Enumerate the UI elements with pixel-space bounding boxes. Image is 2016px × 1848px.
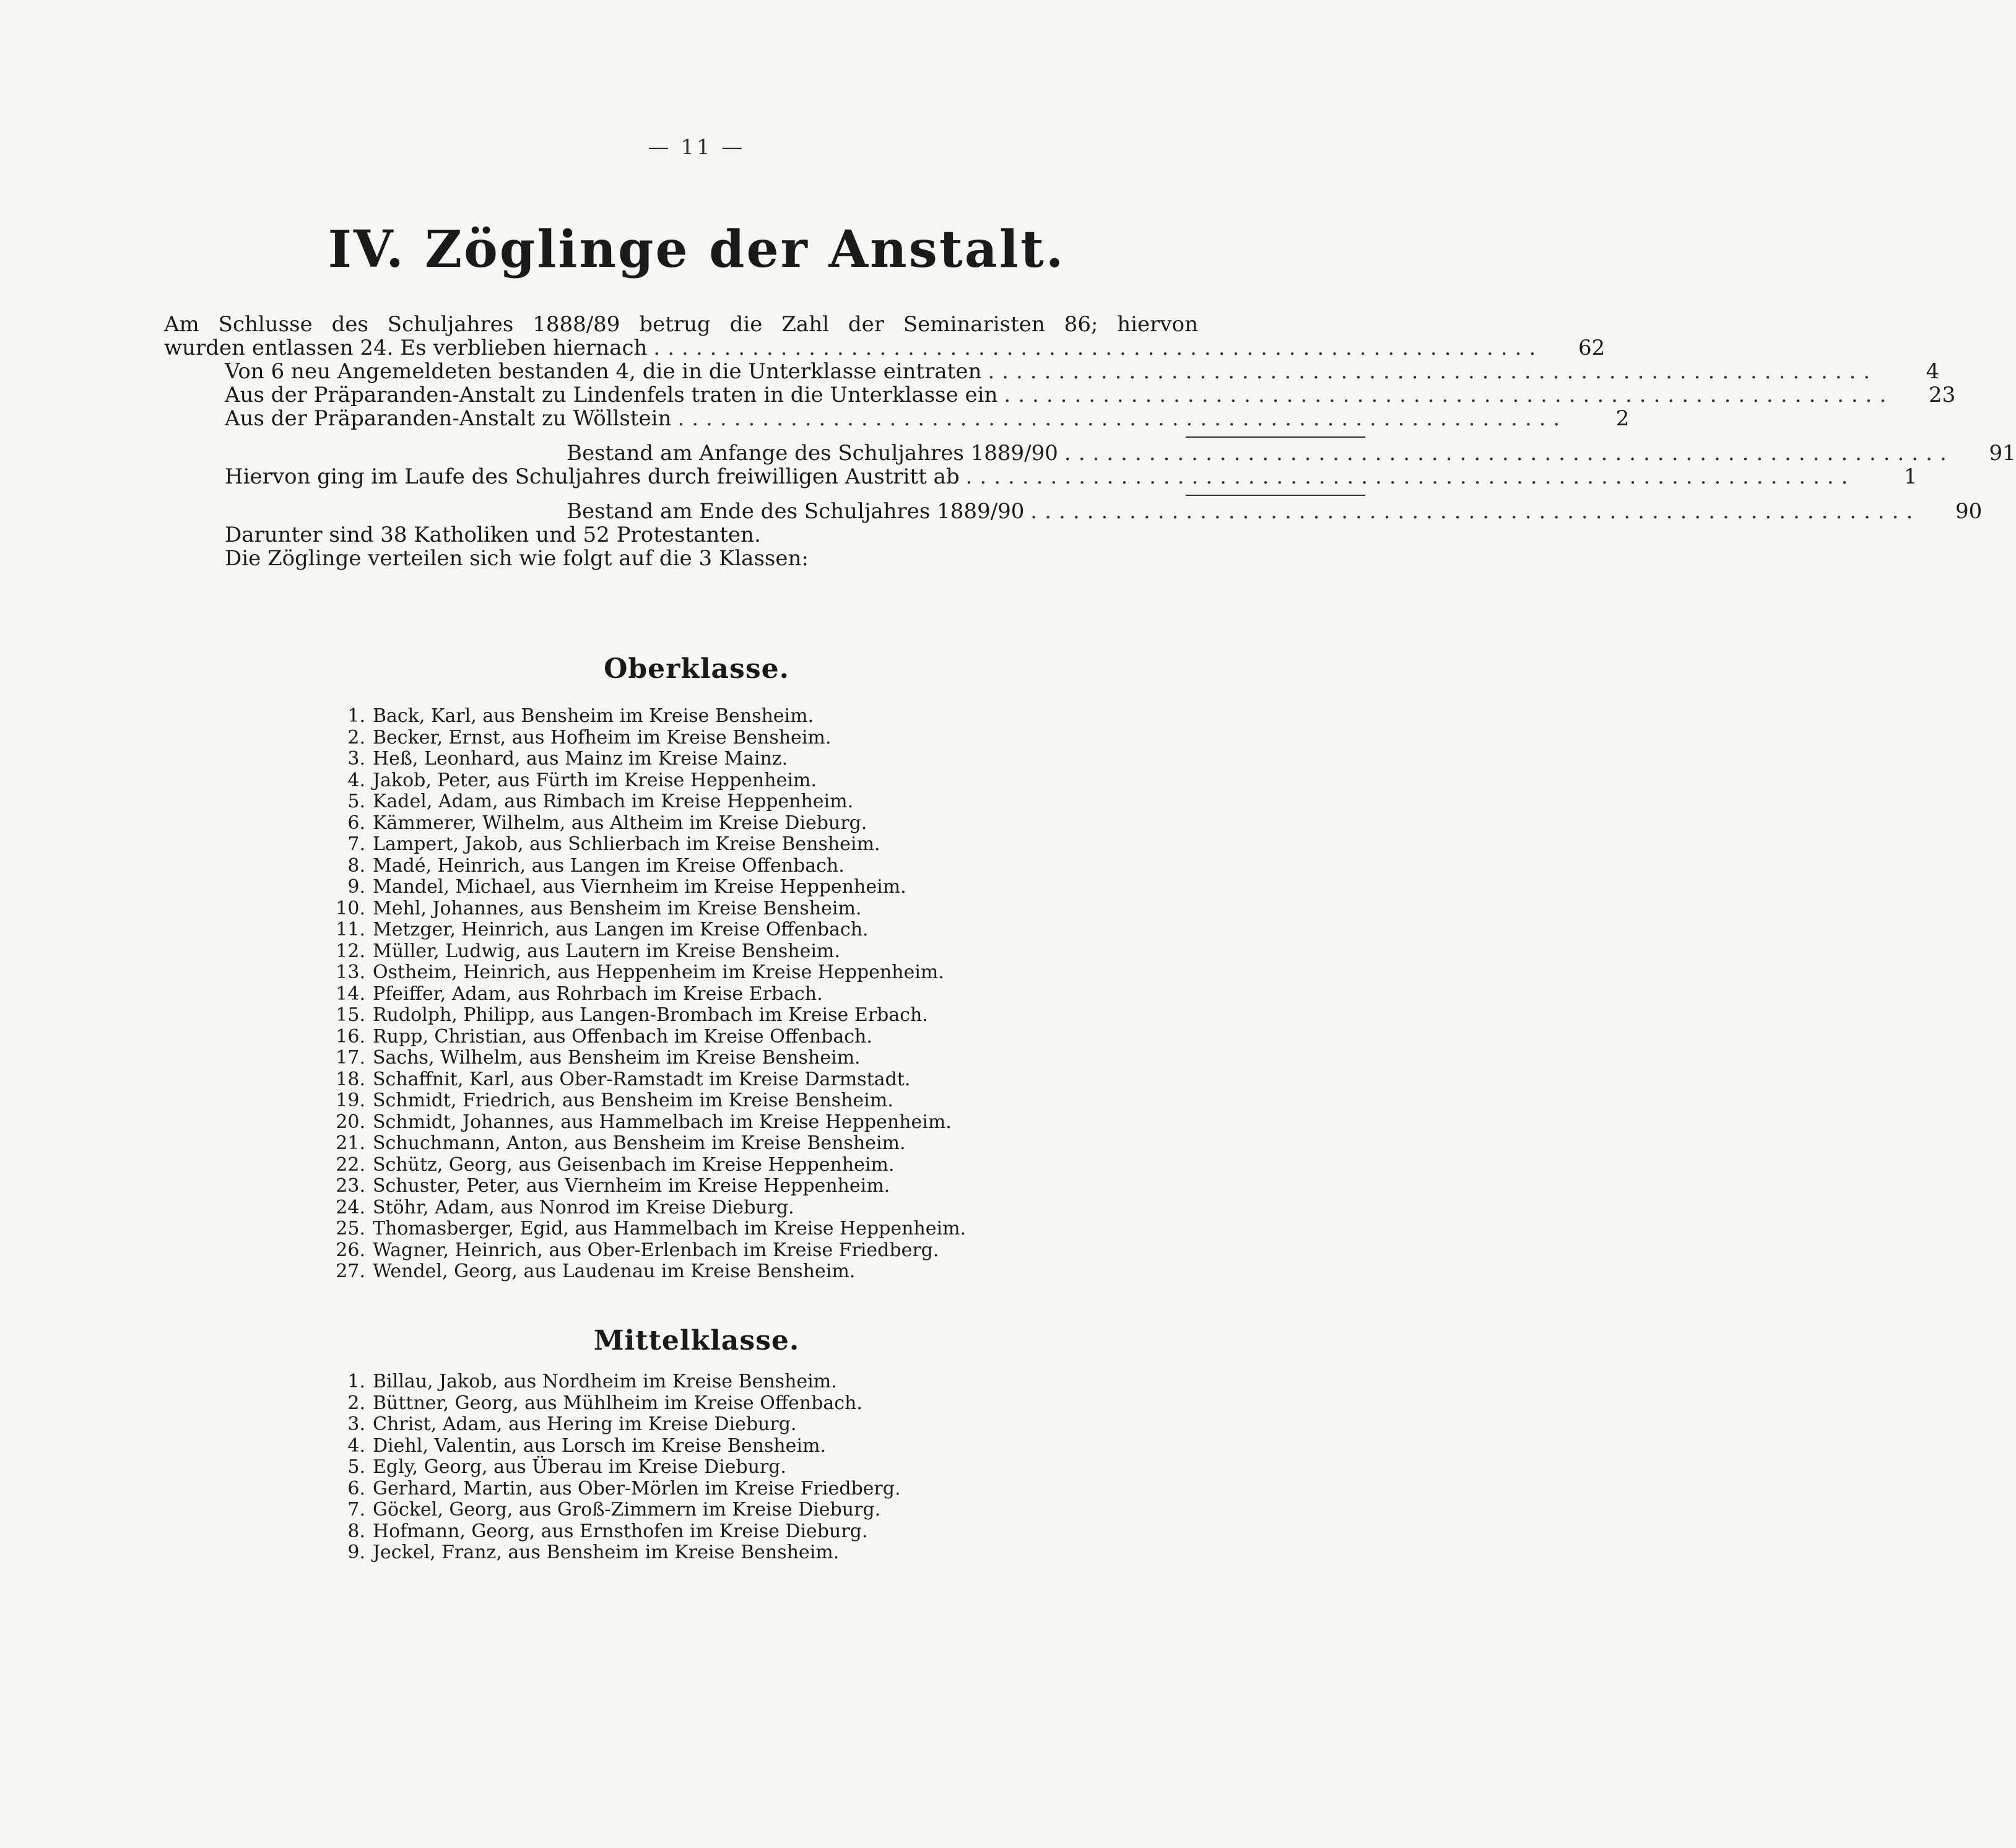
item-entry: Mandel, Michael, aus Viernheim im Kreise Heppenheim. [373, 876, 906, 898]
item-entry: Rudolph, Philipp, aus Langen-Brombach im Kreise Erbach. [373, 1004, 928, 1026]
item-number: 19. [336, 1090, 365, 1111]
statistics-row [164, 359, 1940, 384]
item-number: 9. [347, 876, 365, 898]
item-number: 20. [336, 1111, 365, 1133]
item-entry: Kadel, Adam, aus Rimbach im Kreise Heppenheim. [373, 791, 854, 812]
item-entry: Wendel, Georg, aus Laudenau im Kreise Bensheim. [373, 1260, 856, 1282]
total-text: Bestand am Ende des Schuljahres 1889/90 [567, 499, 1025, 524]
count-value: 23 [1929, 383, 1956, 407]
list-item [322, 1005, 966, 1026]
list-item [322, 770, 966, 792]
list-item [322, 1090, 966, 1112]
subtotal-text: Bestand am Anfange des Schuljahres 1889/90 [567, 441, 1058, 466]
item-entry: Schuster, Peter, aus Viernheim im Kreise Heppenheim. [373, 1175, 890, 1197]
list-item [322, 877, 966, 898]
item-entry: Büttner, Georg, aus Mühlheim im Kreise Offenbach. [373, 1392, 862, 1414]
item-entry: Christ, Adam, aus Hering im Kreise Dieburg. [373, 1413, 797, 1435]
item-entry: Jakob, Peter, aus Fürth im Kreise Heppenheim. [373, 769, 817, 791]
list-item [322, 1133, 966, 1155]
list-item [322, 1371, 900, 1393]
item-number: 11. [336, 919, 365, 940]
intro-line-1: Am Schlusse des Schuljahres 1888/89 betrug die Zahl der Seminaristen 86; hiervon [164, 312, 1198, 337]
mittelklasse-heading: Mittelklasse. [593, 1325, 800, 1356]
statistics-row [164, 406, 1630, 431]
item-number: 5. [347, 1456, 365, 1478]
item-entry: Becker, Ernst, aus Hofheim im Kreise Bensheim. [373, 726, 832, 748]
list-item [322, 1240, 966, 1262]
item-number: 14. [336, 983, 365, 1005]
list-item [322, 1436, 900, 1457]
list-item [322, 1457, 900, 1478]
list-item [322, 791, 966, 813]
item-entry: Ostheim, Heinrich, aus Heppenheim im Kreise Heppenheim. [373, 961, 944, 983]
list-item [322, 1069, 966, 1091]
count-value: 62 [1578, 336, 1605, 360]
subtotal-value: 91 [1989, 441, 2016, 466]
list-item [322, 706, 966, 727]
list-item [322, 1521, 900, 1543]
item-number: 7. [347, 833, 365, 855]
total-value: 90 [1955, 499, 1983, 524]
item-entry: Stöhr, Adam, aus Nonrod im Kreise Dieburg. [373, 1196, 794, 1218]
oberklasse-heading: Oberklasse. [604, 653, 789, 685]
item-number: 2. [347, 726, 365, 748]
confession-text: Darunter sind 38 Katholiken und 52 Protestanten. [225, 523, 761, 547]
item-entry: Schaffnit, Karl, aus Ober-Ramstadt im Kreise Darmstadt. [373, 1068, 911, 1090]
item-entry: Egly, Georg, aus Überau im Kreise Dieburg. [373, 1456, 786, 1478]
item-entry: Jeckel, Franz, aus Bensheim im Kreise Bensheim. [373, 1542, 840, 1563]
leader-dots: ............................................................... [1030, 499, 1921, 524]
item-entry: Rupp, Christian, aus Offenbach im Kreise Offenbach. [373, 1025, 872, 1048]
item-number: 8. [347, 1520, 365, 1542]
leader-dots: ............................................................... [1004, 383, 1894, 407]
list-item [322, 919, 966, 941]
sum-rule [1186, 495, 1365, 496]
list-item [322, 941, 966, 963]
list-item [322, 1542, 900, 1564]
item-number: 6. [347, 812, 365, 834]
statistics-row-text: Aus der Präparanden-Anstalt zu Wöllstein [225, 406, 672, 431]
item-entry: Madé, Heinrich, aus Langen im Kreise Offenbach. [373, 854, 845, 877]
list-item [322, 1155, 966, 1176]
item-entry: Sachs, Wilhelm, aus Bensheim im Kreise Bensheim. [373, 1047, 861, 1069]
item-entry: Diehl, Valentin, aus Lorsch im Kreise Bensheim. [373, 1434, 826, 1457]
list-item [322, 1218, 966, 1240]
leader-dots: ............................................................... [677, 406, 1568, 431]
list-item [322, 1176, 966, 1197]
item-entry: Thomasberger, Egid, aus Hammelbach im Kreise Heppenheim. [373, 1218, 967, 1239]
item-entry: Back, Karl, aus Bensheim im Kreise Bensheim. [373, 705, 814, 727]
item-number: 12. [336, 940, 365, 962]
list-item [322, 1499, 900, 1521]
item-entry: Göckel, Georg, aus Groß-Zimmern im Kreise Dieburg. [373, 1499, 881, 1520]
item-number: 26. [336, 1239, 365, 1261]
item-number: 18. [336, 1068, 365, 1090]
confession-line [164, 523, 1198, 547]
list-item [322, 1414, 900, 1436]
leader-dots: ............................................................... [988, 359, 1878, 384]
item-number: 27. [336, 1260, 365, 1282]
item-number: 17. [336, 1047, 365, 1069]
leader-dots: ............................................................... [653, 336, 1544, 360]
subtotal-row [164, 441, 2016, 466]
list-item [322, 1393, 900, 1415]
item-number: 7. [347, 1499, 365, 1520]
item-entry: Pfeiffer, Adam, aus Rohrbach im Kreise Erbach. [373, 983, 823, 1005]
distribution-line [164, 547, 1198, 570]
list-item [322, 1048, 966, 1069]
item-number: 5. [347, 791, 365, 812]
intro-line-2-text: wurden entlassen 24. Es verblieben hiernach [164, 336, 648, 360]
item-entry: Schmidt, Johannes, aus Hammelbach im Kreise Heppenheim. [373, 1111, 952, 1133]
item-number: 13. [336, 961, 365, 983]
list-item [322, 856, 966, 877]
item-entry: Müller, Ludwig, aus Lautern im Kreise Bensheim. [373, 940, 840, 962]
item-number: 24. [336, 1196, 365, 1218]
item-number: 10. [336, 897, 365, 919]
item-entry: Billau, Jakob, aus Nordheim im Kreise Bensheim. [373, 1371, 837, 1392]
leader-dots: ............................................................... [965, 464, 1856, 489]
list-item [322, 962, 966, 984]
statistics-row [164, 383, 1956, 407]
statistics-row [164, 464, 1918, 489]
item-number: 2. [347, 1392, 365, 1414]
item-entry: Wagner, Heinrich, aus Ober-Erlenbach im Kreise Friedberg. [373, 1239, 939, 1261]
section-title: IV. Zöglinge der Anstalt. [328, 220, 1066, 279]
item-entry: Gerhard, Martin, aus Ober-Mörlen im Kreise Friedberg. [373, 1477, 901, 1499]
item-entry: Hofmann, Georg, aus Ernsthofen im Kreise Dieburg. [373, 1520, 868, 1542]
oberklasse-list [322, 706, 966, 1283]
sum-rule [1186, 436, 1365, 438]
list-item [322, 1112, 966, 1134]
item-entry: Lampert, Jakob, aus Schlierbach im Kreise Bensheim. [373, 833, 880, 855]
list-item [322, 1197, 966, 1219]
item-number: 3. [347, 748, 365, 770]
list-item [322, 813, 966, 835]
list-item [322, 1261, 966, 1283]
page-number: — 11 — [648, 135, 745, 160]
item-entry: Schuchmann, Anton, aus Bensheim im Kreise Bensheim. [373, 1132, 906, 1154]
list-item [322, 727, 966, 749]
item-number: 1. [347, 705, 365, 727]
item-number: 16. [336, 1025, 365, 1048]
leader-dots: ............................................................... [1064, 441, 1954, 466]
item-number: 21. [336, 1132, 365, 1154]
item-number: 9. [347, 1542, 365, 1563]
list-item [322, 1478, 900, 1500]
list-item [322, 1026, 966, 1048]
list-item [322, 834, 966, 856]
statistics-row-text: Von 6 neu Angemeldeten bestanden 4, die in die Unterklasse eintraten [225, 359, 982, 384]
statistics-row-text: Aus der Präparanden-Anstalt zu Lindenfels traten in die Unterklasse ein [225, 383, 998, 407]
list-item [322, 898, 966, 920]
mittelklasse-list [322, 1371, 900, 1564]
list-item [322, 984, 966, 1005]
item-number: 3. [347, 1413, 365, 1435]
item-number: 4. [347, 769, 365, 791]
count-value: 4 [1926, 359, 1940, 384]
statistics-row-text: Hiervon ging im Laufe des Schuljahres durch freiwilligen Austritt ab [225, 464, 960, 489]
count-value: 1 [1903, 464, 1918, 489]
distribution-text: Die Zöglinge verteilen sich wie folgt auf die 3 Klassen: [225, 546, 809, 571]
item-entry: Schütz, Georg, aus Geisenbach im Kreise Heppenheim. [373, 1153, 895, 1176]
count-value: 2 [1615, 406, 1630, 431]
item-number: 23. [336, 1175, 365, 1197]
item-number: 8. [347, 854, 365, 877]
intro-line-2 [164, 336, 1605, 360]
item-entry: Mehl, Johannes, aus Bensheim im Kreise Bensheim. [373, 897, 862, 919]
list-item [322, 748, 966, 770]
item-number: 1. [347, 1371, 365, 1392]
item-number: 6. [347, 1477, 365, 1499]
item-entry: Kämmerer, Wilhelm, aus Altheim im Kreise Dieburg. [373, 812, 867, 834]
item-number: 15. [336, 1004, 365, 1026]
total-row [164, 499, 1983, 524]
item-entry: Metzger, Heinrich, aus Langen im Kreise Offenbach. [373, 919, 869, 940]
item-entry: Heß, Leonhard, aus Mainz im Kreise Mainz. [373, 748, 788, 770]
item-number: 4. [347, 1434, 365, 1457]
statistics-block [164, 312, 2016, 571]
item-entry: Schmidt, Friedrich, aus Bensheim im Kreise Bensheim. [373, 1090, 893, 1111]
item-number: 22. [336, 1153, 365, 1176]
item-number: 25. [336, 1218, 365, 1239]
